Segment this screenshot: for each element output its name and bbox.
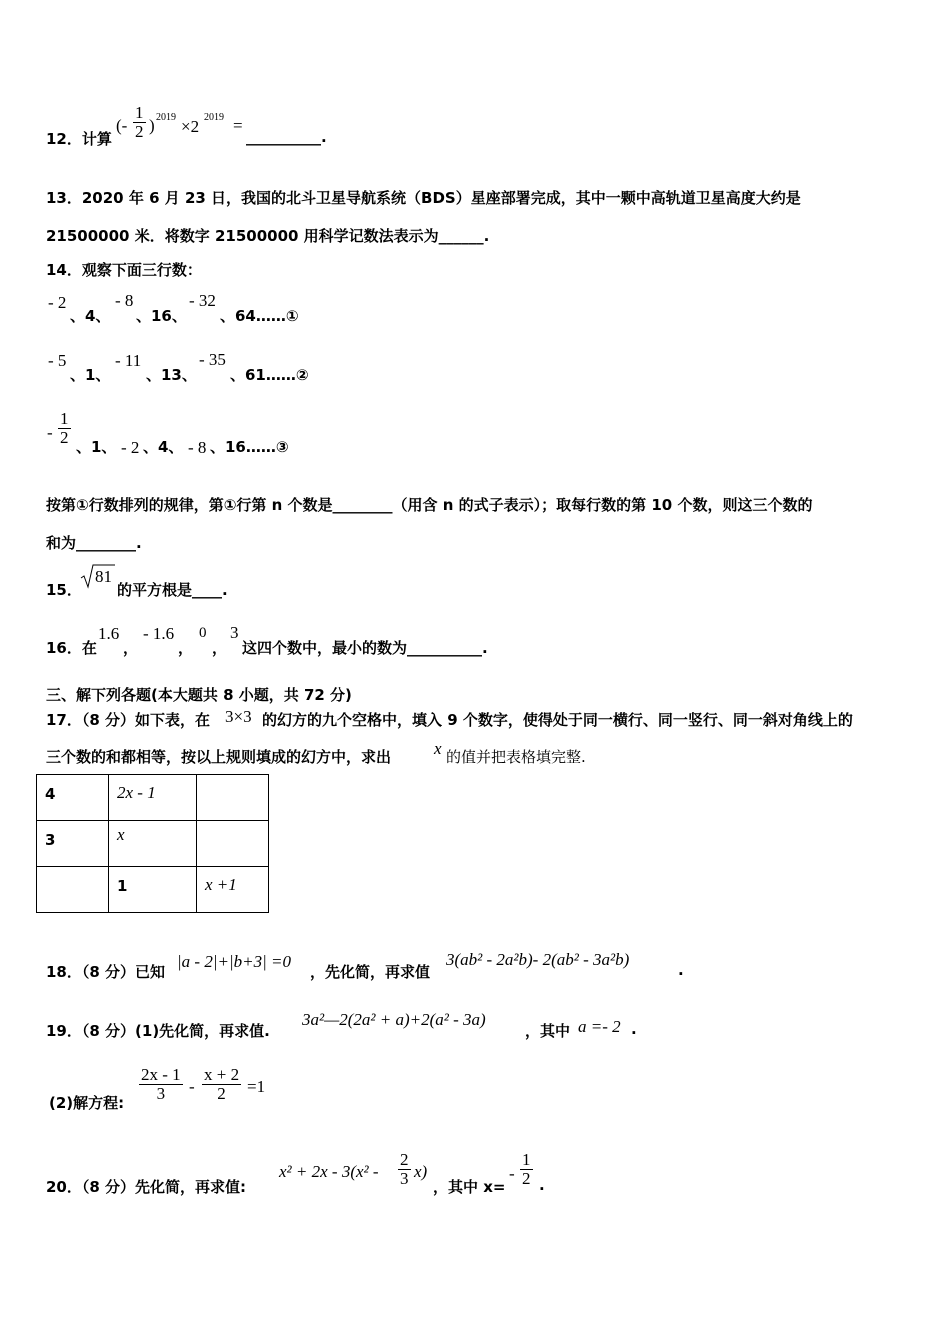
q16-value-4: 3 (230, 623, 239, 642)
q19-fraction-2 (202, 1066, 241, 1103)
q19-fraction-1 (139, 1066, 183, 1103)
q20-expression-a: x² + 2x - 3(x² - (279, 1162, 379, 1181)
q12-close-paren: ) (149, 116, 155, 135)
q20-frac-num: 2 (400, 1150, 409, 1169)
q14-r3-b: - 2 (121, 438, 140, 457)
table-row (37, 775, 269, 821)
q20-val-num: 1 (522, 1150, 531, 1169)
q14-r2-c: - 35 (199, 350, 226, 369)
table-row (37, 821, 269, 867)
q19-part-2: (2)解方程: (49, 1094, 125, 1112)
q18-expression: 3(ab² - 2a²b)- 2(ab² - 3a²b) (446, 950, 630, 969)
table-cell: 4 (37, 775, 109, 821)
q14-r1-b: - 8 (115, 291, 134, 310)
q18-condition: |a - 2|+|b+3| =0 (177, 952, 292, 971)
q20-end: . (539, 1176, 545, 1194)
q14-r3-frac-den: 2 (60, 428, 69, 447)
q15-number: 15． (46, 581, 82, 599)
q20-minus: - (509, 1164, 515, 1183)
q14-r3-frac-num: 1 (60, 409, 69, 428)
q18-mid: ，先化简，再求值 (310, 963, 431, 981)
q14-r3-fraction (58, 410, 71, 447)
table-cell: x (109, 821, 197, 867)
q15-radicand: 81 (95, 567, 112, 586)
q16-comma-2: ， (178, 639, 194, 657)
q19-condition: a =- 2 (578, 1017, 621, 1036)
q16-comma-1: ， (123, 639, 139, 657)
table-cell: x +1 (197, 867, 269, 913)
q20-where: ，其中 x= (433, 1178, 506, 1196)
table-cell: 3 (37, 821, 109, 867)
q14-r3-t2: 、4、 (143, 438, 184, 456)
q19-minus: - (189, 1077, 195, 1096)
q19-where: ，其中 (525, 1022, 571, 1040)
q14-r1-c: - 32 (189, 291, 216, 310)
q14-r3-c: - 8 (188, 438, 207, 457)
q16-number: 16．在 (46, 639, 97, 657)
q14-r2-t1: 、1、 (70, 366, 111, 384)
table-row (37, 867, 269, 913)
q14-r3-t1: 、1、 (76, 438, 117, 456)
q16-value-3: 0 (199, 625, 207, 641)
q20-val-den: 2 (522, 1169, 531, 1188)
q14-r1-t3: 、64……① (220, 307, 299, 325)
q20-number: 20．（8 分）先化简，再求值: (46, 1178, 247, 1196)
table-cell: 1 (109, 867, 197, 913)
q12-number: 12．计算 (46, 130, 112, 148)
q12-times-two: ×2 (181, 117, 200, 136)
q20-expression-b: x) (414, 1162, 428, 1181)
q14-r3-t3: 、16……③ (210, 438, 289, 456)
q19-frac1-num: 2x - 1 (141, 1065, 181, 1084)
q20-frac-den: 3 (400, 1169, 409, 1188)
q17-line-2b: 的值并把表格填完整. (446, 748, 586, 766)
q19-expression: 3a²—2(2a² + a)+2(a² - 3a) (302, 1010, 486, 1029)
q12-open-paren: (- (116, 116, 128, 135)
q19-frac1-den: 3 (156, 1084, 166, 1103)
magic-square-table (36, 774, 269, 913)
q12-frac-den: 2 (135, 122, 144, 141)
q18-end: . (678, 961, 684, 979)
q13-line-1: 13．2020 年 6 月 23 日，我国的北斗卫星导航系统（BDS）星座部署完成，其中一颗中高轨道卫星高度大约是 (46, 189, 801, 207)
q17-line-1b: 的幻方的九个空格中，填入 9 个数字，使得处于同一横行、同一竖行、同一斜对角线上的 (262, 711, 853, 729)
q14-r2-t2: 、13、 (146, 366, 197, 384)
q15-sqrt (80, 563, 116, 589)
q13-line-2: 21500000 米．将数字 21500000 用科学记数法表示为______. (46, 227, 490, 245)
table-cell[interactable] (197, 821, 269, 867)
q19-frac2-den: 2 (217, 1084, 226, 1103)
table-cell: 2x - 1 (109, 775, 197, 821)
q19-frac2-num: x + 2 (204, 1065, 240, 1084)
q12-equals: = (233, 116, 243, 135)
q14-title: 14．观察下面三行数： (46, 261, 202, 279)
q14-r1-t2: 、16、 (136, 307, 187, 325)
q12-blank: __________. (246, 128, 327, 146)
q18-number: 18．（8 分）已知 (46, 963, 166, 981)
q17-line-2a: 三个数的和都相等，按以上规则填成的幻方中，求出 (46, 748, 392, 766)
q20-value-fraction (520, 1151, 533, 1188)
q19-number: 19．（8 分）(1)先化简，再求值. (46, 1022, 270, 1040)
q14-r2-b: - 11 (115, 351, 142, 370)
q14-question-line-2: 和为________. (46, 534, 142, 552)
q12-frac-num: 1 (135, 103, 144, 122)
q17-x: x (434, 739, 442, 758)
q19-end: . (631, 1020, 637, 1038)
q16-value-1: 1.6 (98, 624, 120, 643)
q14-r2-t3: 、61……② (230, 366, 309, 384)
q14-r1-t1: 、4、 (70, 307, 111, 325)
q17-3x3: 3×3 (225, 707, 252, 726)
q19-equals-one: =1 (247, 1077, 266, 1096)
q14-r1-a: - 2 (48, 293, 67, 312)
q16-value-2: - 1.6 (143, 624, 175, 643)
q12-fraction (133, 104, 146, 141)
table-cell[interactable] (197, 775, 269, 821)
q14-question-line-1: 按第①行数排列的规律，第①行第 n 个数是________（用含 n 的式子表示）；取每行数的第 10 个数，则这三个数的 (46, 496, 813, 514)
q15-text: 的平方根是____. (117, 581, 228, 599)
q14-r3-minus: - (47, 423, 53, 442)
q12-exponent-2: 2019 (204, 112, 224, 123)
q16-comma-3: ， (212, 639, 228, 657)
q20-fraction (398, 1151, 411, 1188)
q14-r2-a: - 5 (48, 351, 67, 370)
table-cell[interactable] (37, 867, 109, 913)
section-3-heading: 三、解下列各题(本大题共 8 小题，共 72 分) (46, 686, 352, 704)
q17-line-1a: 17．（8 分）如下表，在 (46, 711, 211, 729)
q16-text: 这四个数中，最小的数为__________. (242, 639, 488, 657)
q12-exponent-1: 2019 (156, 112, 176, 123)
